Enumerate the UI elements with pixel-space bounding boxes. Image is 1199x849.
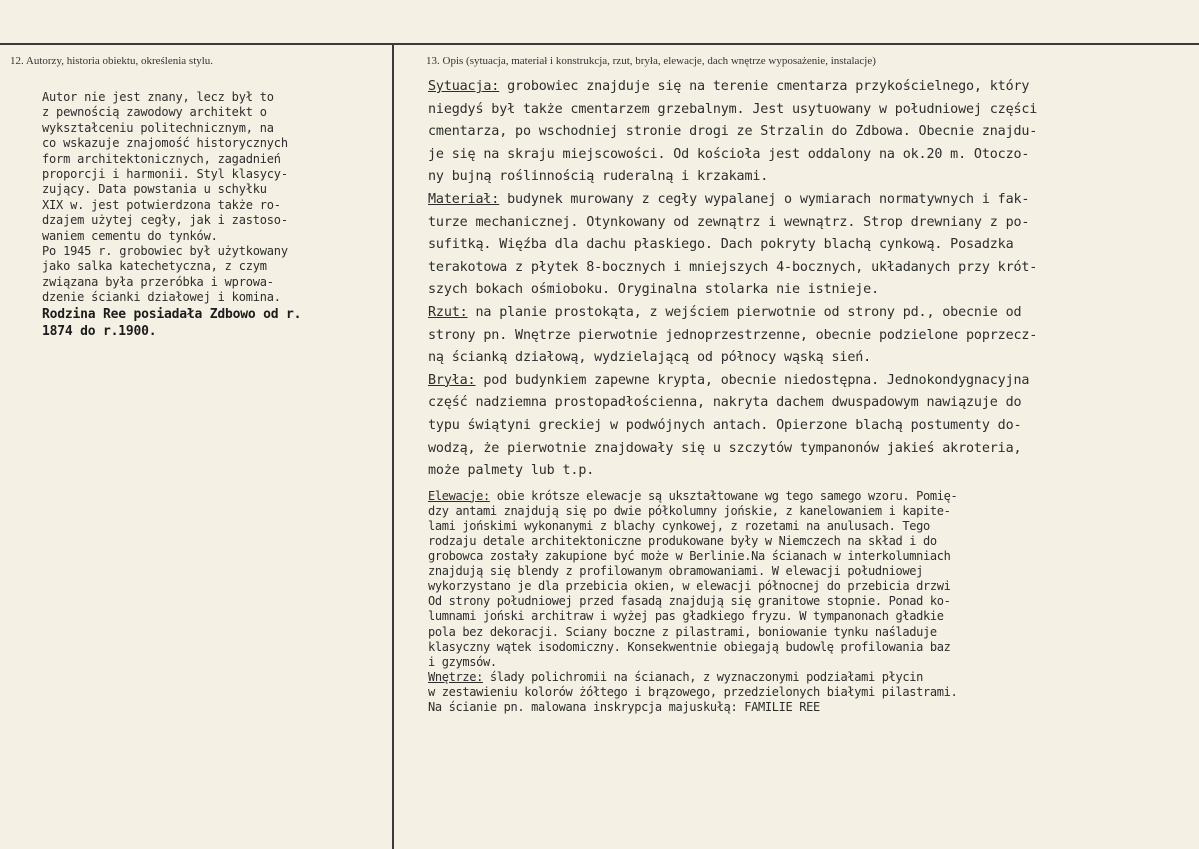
description-text: [428, 76, 1196, 715]
section-label: Wnętrze:: [428, 669, 483, 684]
text-line: jako salka katechetyczna, z czym: [42, 259, 267, 274]
section-label: Bryła:: [428, 372, 476, 388]
text-line: Autor nie jest znany, lecz był to: [42, 90, 274, 104]
text-line: ną ścianką działową, wydzielającą od północy wąską sień.: [428, 350, 872, 366]
text-line: Po 1945 r. grobowiec był użytkowany: [42, 244, 288, 259]
text-line: dzy antami znajdują się po dwie półkolumny jońskie, z kanelowaniem i kapite-: [428, 503, 951, 518]
text-line: pola bez dekoracji. Sciany boczne z pilastrami, boniowanie tynku naśladuje: [428, 624, 937, 639]
text-run: budynek murowany z cegły wypalanej o wymiarach normatywnych i fak-: [499, 191, 1030, 207]
text-line: co wskazuje znajomość historycznych: [42, 136, 288, 151]
history-text: [42, 90, 390, 340]
text-line: sufitką. Więźba dla dachu płaskiego. Dach pokryty blachą cynkową. Posadzka: [428, 237, 1014, 253]
section-wnetrze: [428, 670, 1196, 685]
section-label: Rzut:: [428, 304, 468, 320]
text-line: strony pn. Wnętrze pierwotnie jednoprzestrzenne, obecnie podzielone poprzecz-: [428, 327, 1038, 343]
column-divider: [392, 43, 394, 849]
text-line: proporcji i harmonii. Styl klasycy-: [42, 167, 288, 182]
text-line: cmentarza, po wschodniej stronie drogi ze Strzalin do Zdbowa. Obecnie znajdu-: [428, 124, 1038, 140]
text-line: i gzymsów.: [428, 654, 497, 669]
text-line: XIX w. jest potwierdzona także ro-: [42, 197, 281, 212]
text-line: waniem cementu do tynków.: [42, 228, 218, 243]
text-line: wykorzystano je dla przebicia okien, w elewacji północnej do przebicia drzwi: [428, 579, 951, 594]
section-rzut: [428, 302, 1196, 325]
text-line: Na ścianie pn. malowana inskrypcja majuskułą: FAMILIE REE: [428, 700, 820, 714]
section-elewacje: [428, 489, 1196, 504]
text-line: z pewnością zawodowy architekt o: [42, 105, 267, 120]
text-line: część nadziemna prostopadłościenna, nakryta dachem dwuspadowym nawiązuje do: [428, 395, 1022, 411]
section-label: Materiał:: [428, 191, 500, 207]
text-line: Od strony południowej przed fasadą znajdują się granitowe stopnie. Ponad ko-: [428, 594, 951, 609]
section-material: [428, 189, 1196, 212]
text-line: terakotowa z płytek 8-bocznych i mniejszych 4-bocznych, układanych przy krót-: [428, 259, 1038, 275]
text-line: grobowca zostały zakupione być może w Berlinie.Na ścianach w interkolumniach: [428, 549, 951, 564]
text-line: niegdyś był także cmentarzem grzebalnym. Jest usytuowany w południowej części: [428, 101, 1038, 117]
section-12-header: 12. Autorzy, historia obiektu, określenia stylu.: [10, 55, 214, 67]
text-line: je się na skraju miejscowości. Od kościoła jest oddalony na ok.20 m. Otoczo-: [428, 146, 1030, 162]
text-line: związana była przeróbka i wprowa-: [42, 274, 274, 289]
text-line: w zestawieniu kolorów żółtego i brązowego, przedzielonych białymi pilastrami.: [428, 684, 958, 699]
text-line: może palmety lub t.p.: [428, 463, 595, 479]
text-line: szych bokach ośmioboku. Oryginalna stolarka nie istnieje.: [428, 282, 879, 298]
text-run: ślady polichromii na ścianach, z wyznaczonymi podziałami płycin: [483, 669, 923, 684]
section-13-header: 13. Opis (sytuacja, materiał i konstrukcja, rzut, bryła, elewacje, dach wnętrze wyposażenie, instalacje): [426, 55, 876, 67]
text-line: znajdują się blendy z profilowanym obramowaniami. W elewacji południowej: [428, 564, 923, 579]
text-line: ny bujną roślinnością ruderalną i krzakami.: [428, 169, 769, 185]
text-run: pod budynkiem zapewne krypta, obecnie niedostępna. Jednokondygnacyjna: [475, 372, 1030, 388]
text-line: lumnami joński architraw i wyżej pas gładkiego fryzu. W tympanonach gładkie: [428, 609, 944, 624]
section-bryla: [428, 370, 1196, 393]
text-line: wodzą, że pierwotnie znajdowały się u szczytów tympanonów jakieś akroteria,: [428, 440, 1022, 456]
ownership-note: Rodzina Ree posiadała Zdbowo od r.: [42, 306, 302, 322]
text-line: wykształceniu politechnicznym, na: [42, 120, 274, 135]
text-line: typu świątyni greckiej w podwójnych antach. Opierzone blachą postumenty do-: [428, 417, 1022, 433]
ownership-note: 1874 do r.1900.: [42, 323, 157, 339]
text-line: dzajem użytej cegły, jak i zastoso-: [42, 213, 288, 228]
section-label: Sytuacja:: [428, 79, 500, 94]
text-line: zujący. Data powstania u schyłku: [42, 182, 267, 197]
text-line: dzenie ścianki działowej i komina.: [42, 290, 281, 305]
section-sytuacja: [428, 76, 1196, 99]
text-line: rodzaju detale architektoniczne produkowane były w Niemczech na skład i do: [428, 533, 937, 548]
header-divider: [0, 43, 1199, 45]
text-line: form architektonicznych, zagadnień: [42, 151, 281, 166]
text-run: na planie prostokąta, z wejściem pierwotnie od strony pd., obecnie od: [467, 304, 1022, 320]
text-run: grobowiec znajduje się na terenie cmentarza przykościelnego, który: [499, 79, 1030, 94]
compressed-block: [428, 489, 1196, 715]
text-run: obie krótsze elewacje są ukształtowane wg tego samego wzoru. Pomię-: [489, 488, 958, 503]
text-line: klasyczny wątek isodomiczny. Konsekwentnie obiegają budowlę profilowania baz: [428, 639, 951, 654]
text-line: lami jońskimi wykonanymi z blachy cynkowej, z rozetami na anulusach. Tego: [428, 518, 930, 533]
section-label: Elewacje:: [428, 488, 490, 503]
text-line: turze mechanicznej. Otynkowany od zewnątrz i wewnątrz. Strop drewniany z po-: [428, 214, 1030, 230]
